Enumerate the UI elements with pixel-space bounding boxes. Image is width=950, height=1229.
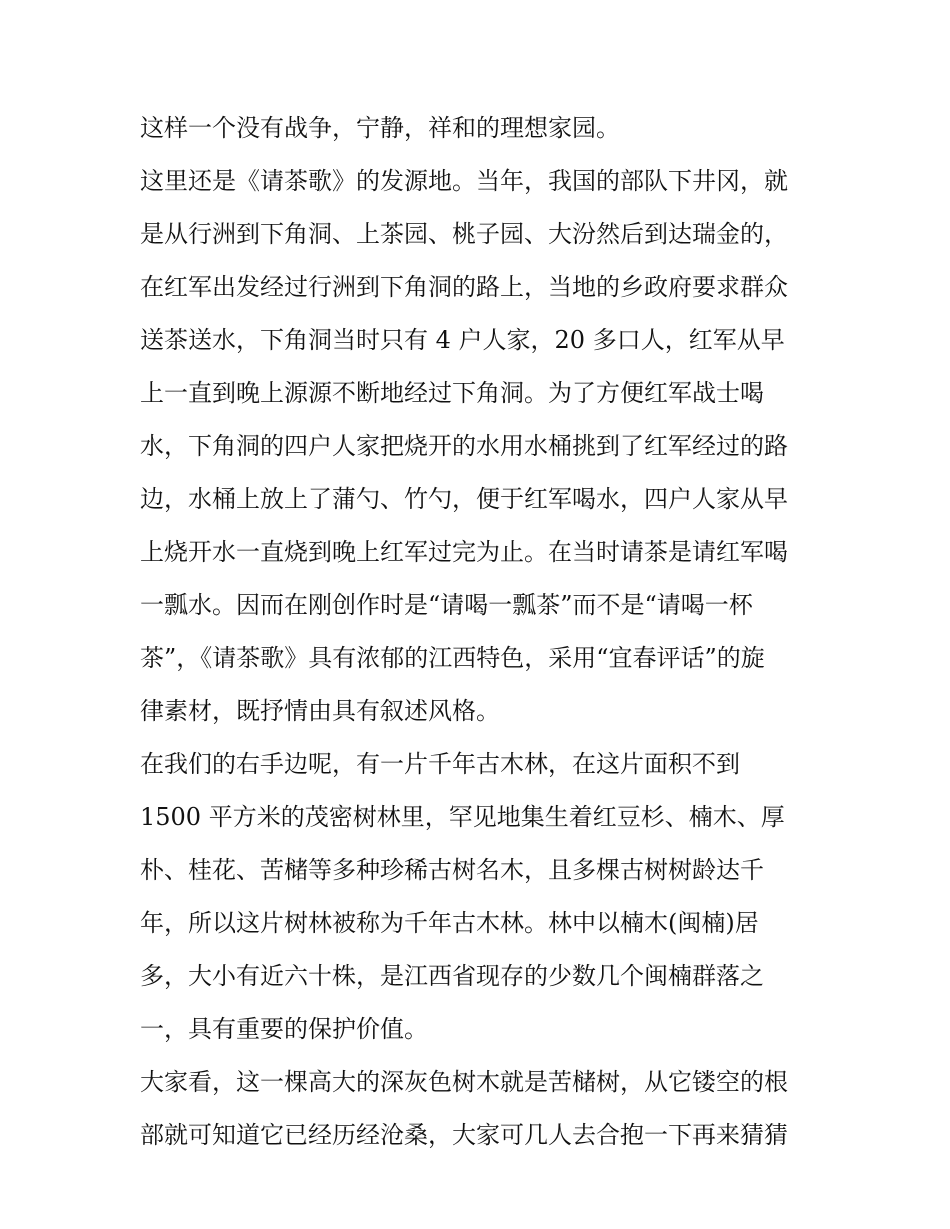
text-line: 上一直到晚上源源不断地经过下角洞。为了方便红军战士喝 <box>140 379 764 407</box>
text-line: 送茶送水，下角洞当时只有 4 户人家，20 多口人，红军从早 <box>140 326 785 354</box>
text-line: 茶”，《请茶歌》具有浓郁的江西特色，采用“宜春评话”的旋 <box>140 644 765 672</box>
text-line: 部就可知道它已经历经沧桑，大家可几人去合抱一下再来猜猜 <box>140 1121 788 1149</box>
text-line: 这样一个没有战争，宁静，祥和的理想家园。 <box>140 114 620 142</box>
text-line: 上烧开水一直烧到晚上红军过完为止。在当时请茶是请红军喝 <box>140 538 788 566</box>
text-line: 多，大小有近六十株，是江西省现存的少数几个闽楠群落之 <box>140 962 764 990</box>
text-line: 1500 平方米的茂密树林里，罕见地集生着红豆杉、楠木、厚 <box>140 803 785 831</box>
text-line: 这里还是《请茶歌》的发源地。当年，我国的部队下井冈，就 <box>140 167 788 195</box>
text-line: 是从行洲到下角洞、上茶园、桃子园、大汾然后到达瑞金的， <box>140 220 788 248</box>
text-line: 边，水桶上放上了蒲勺、竹勺，便于红军喝水，四户人家从早 <box>140 485 788 513</box>
text-line: 朴、桂花、苦槠等多种珍稀古树名木，且多棵古树树龄达千 <box>140 856 764 884</box>
text-line: 大家看，这一棵高大的深灰色树木就是苦槠树，从它镂空的根 <box>140 1068 788 1096</box>
text-line: 年，所以这片树林被称为千年古木林。林中以楠木(闽楠)居 <box>140 909 759 937</box>
text-line: 一瓢水。因而在刚创作时是“请喝一瓢茶”而不是“请喝一杯 <box>140 591 753 619</box>
text-line: 律素材，既抒情由具有叙述风格。 <box>140 697 500 725</box>
text-line: 在红军出发经过行洲到下角洞的路上，当地的乡政府要求群众 <box>140 273 788 301</box>
text-line: 水，下角洞的四户人家把烧开的水用水桶挑到了红军经过的路 <box>140 432 788 460</box>
text-line: 一，具有重要的保护价值。 <box>140 1015 428 1043</box>
text-line: 在我们的右手边呢，有一片千年古木林，在这片面积不到 <box>140 750 740 778</box>
